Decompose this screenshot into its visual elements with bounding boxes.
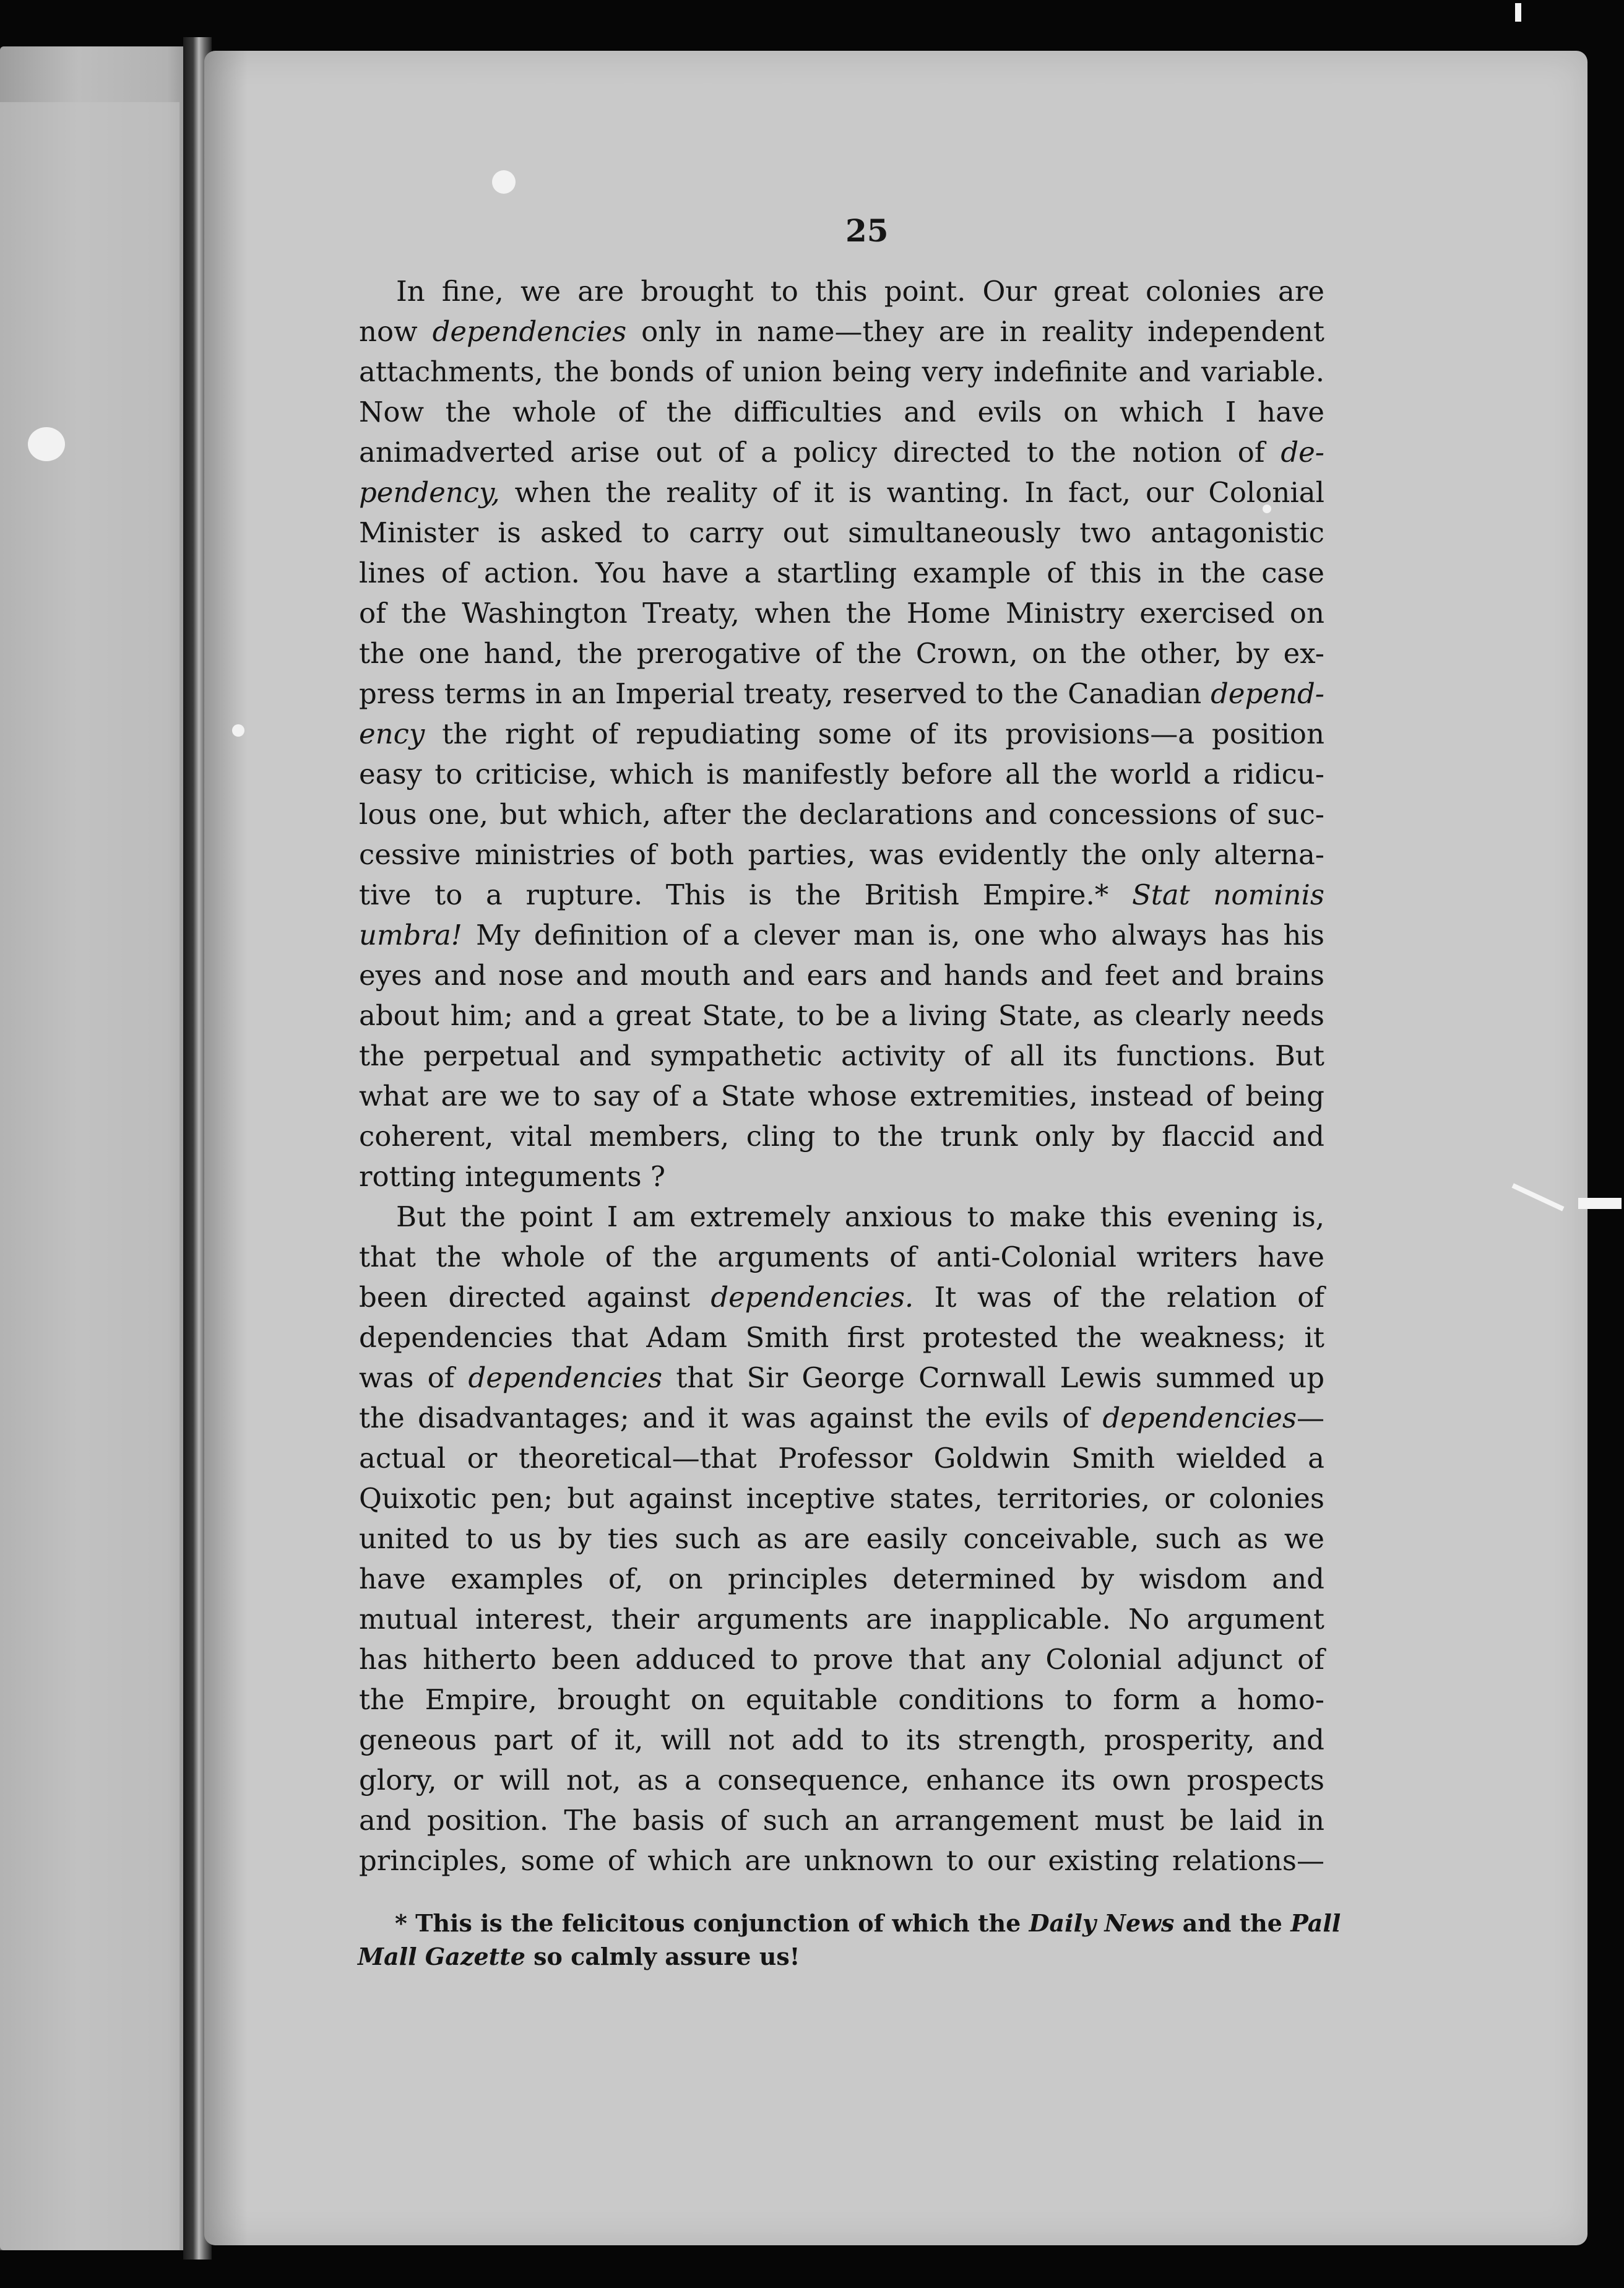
text-line: rotting integuments ?: [359, 1160, 666, 1193]
text-line: that the whole of the arguments of anti-Colonial writers have: [359, 1241, 1324, 1273]
scan-spot: [28, 427, 65, 461]
text-line: united to us by ties such as are easily conceivable, such as we: [359, 1522, 1324, 1555]
text-line: animadverted arise out of a policy directed to the notion of de-: [359, 436, 1324, 469]
text-line: what are we to say of a State whose extremities, instead of being: [359, 1080, 1324, 1112]
text-line: dependencies that Adam Smith first protested the weakness; it: [359, 1321, 1324, 1354]
text-line: lous one, but which, after the declarations and concessions of suc-: [359, 798, 1324, 831]
scan-mark: [1515, 3, 1521, 22]
text-line: umbra! My definition of a clever man is, one who always has his: [359, 919, 1324, 951]
text-line: press terms in an Imperial treaty, reserved to the Canadian depend-: [359, 677, 1324, 710]
text-line: tive to a rupture. This is the British Empire.* Stat nominis: [359, 878, 1325, 911]
text-line: Now the whole of the difficulties and evils on which I have: [359, 396, 1324, 428]
text-line: the one hand, the prerogative of the Crown, on the other, by ex-: [359, 637, 1324, 670]
text-line: of the Washington Treaty, when the Home Ministry exercised on: [359, 597, 1324, 630]
previous-page-surface: [0, 102, 179, 2250]
text-line: easy to criticise, which is manifestly before all the world a ridicu-: [359, 758, 1324, 791]
scan-mark: [1578, 1198, 1622, 1209]
text-line: have examples of, on principles determined by wisdom and: [359, 1562, 1324, 1595]
text-line: Quixotic pen; but against inceptive states, territories, or colonies: [359, 1482, 1324, 1515]
text-line: ency the right of repudiating some of its provisions—a position: [359, 717, 1324, 750]
text-line: geneous part of it, will not add to its strength, prosperity, and: [359, 1723, 1324, 1756]
text-line: attachments, the bonds of union being very indefinite and variable.: [359, 355, 1324, 388]
text-line: and position. The basis of such an arrangement must be laid in: [359, 1804, 1324, 1837]
text-line: actual or theoretical—that Professor Goldwin Smith wielded a: [359, 1442, 1324, 1475]
text-line: eyes and nose and mouth and ears and hands and feet and brains: [359, 959, 1324, 992]
text-line: glory, or will not, as a consequence, enhance its own prospects: [359, 1764, 1324, 1796]
footnote: [358, 1907, 1341, 1974]
text-line: about him; and a great State, to be a living State, as clearly needs: [359, 999, 1324, 1032]
scan-spot: [232, 724, 244, 737]
body-text: [359, 271, 1324, 1881]
text-line: lines of action. You have a startling example of this in the case: [359, 557, 1324, 589]
text-line: pendency, when the reality of it is wanting. In fact, our Colonial: [359, 476, 1324, 509]
footnote-line: Mall Gazette so calmly assure us!: [358, 1943, 800, 1970]
footnote-line: * This is the felicitous conjunction of which the Daily News and the Pall: [395, 1909, 1341, 1937]
text-line: been directed against dependencies. It was of the relation of: [359, 1281, 1324, 1314]
text-line: In fine, we are brought to this point. Our great colonies are: [396, 275, 1324, 308]
text-line: coherent, vital members, cling to the trunk only by flaccid and: [359, 1120, 1324, 1153]
text-line: has hitherto been adduced to prove that any Colonial adjunct of: [359, 1643, 1324, 1676]
text-line: the perpetual and sympathetic activity of all its functions. But: [359, 1039, 1324, 1072]
text-line: the Empire, brought on equitable conditions to form a homo-: [359, 1683, 1324, 1716]
text-line: principles, some of which are unknown to our existing relations—: [359, 1844, 1324, 1877]
previous-page-edge: [0, 46, 197, 2250]
text-line: now dependencies only in name—they are in reality independent: [359, 315, 1324, 348]
page-shadow: [204, 51, 248, 2245]
text-line: cessive ministries of both parties, was evidently the only alterna-: [359, 838, 1324, 871]
text-line: Minister is asked to carry out simultaneously two antagonistic: [359, 516, 1324, 549]
scan-spot: [492, 170, 516, 194]
text-line: was of dependencies that Sir George Cornwall Lewis summed up: [359, 1361, 1325, 1394]
text-line: mutual interest, their arguments are inapplicable. No argument: [359, 1603, 1324, 1636]
text-line: the disadvantages; and it was against the evils of dependencies—: [359, 1402, 1324, 1434]
text-line: But the point I am extremely anxious to make this evening is,: [396, 1200, 1324, 1233]
